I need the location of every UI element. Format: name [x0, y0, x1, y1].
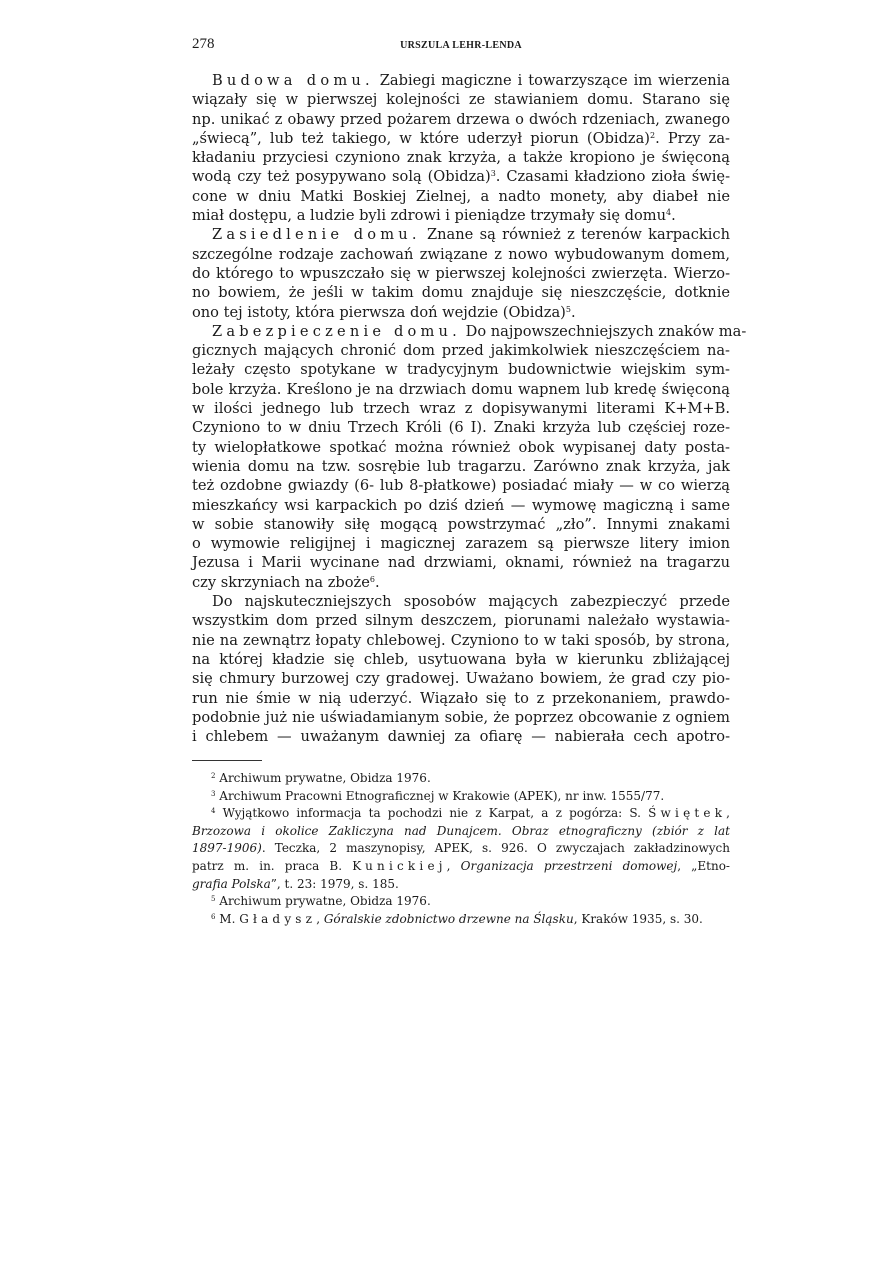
- footnote: [192, 893, 730, 911]
- text: no bowiem, że jeśli w takim domu znajduje się nieszczęście, dotknie: [192, 284, 730, 302]
- text-line: [192, 322, 747, 341]
- text-line: [192, 438, 730, 457]
- text-line: [192, 360, 730, 379]
- text: mieszkańcy wsi karpackich po dziś dzień — wymowę magiczną i same: [192, 496, 730, 514]
- footnote: [192, 770, 730, 788]
- text: wienia domu na tzw. sosrębie lub tragarzu. Zarówno znak krzyża, jak: [192, 457, 730, 475]
- text: ,: [726, 806, 730, 821]
- text-line: [192, 823, 730, 841]
- text: .: [671, 207, 676, 225]
- text: . Przy za-: [655, 129, 730, 147]
- text-line: [192, 110, 730, 129]
- spaced-text: Budowa domu.: [212, 72, 374, 89]
- paragraph: [192, 225, 730, 321]
- text: ”, t. 23: 1979, s. 185.: [270, 876, 399, 891]
- text: w ilości jednego lub trzech wraz z dopisywanymi literami K+M+B.: [192, 400, 730, 418]
- text: wszystkim dom przed silnym deszczem, piorunami należało wystawia-: [192, 612, 730, 630]
- text: Jezusa i Marii wycinane nad drzwiami, oknami, również na tragarzu: [192, 554, 730, 572]
- spaced-text: Zasiedlenie domu.: [212, 226, 421, 244]
- italic-text: 1897-1906): [192, 841, 262, 856]
- footnote: [192, 911, 730, 929]
- text-line: [192, 669, 730, 688]
- text-line: [192, 840, 730, 858]
- text: też ozdobne gwiazdy (6- lub 8-płatkowe) posiadać miały — w co wierzą: [192, 477, 730, 495]
- text: ,: [446, 858, 461, 873]
- text: się chmury burzowej czy gradowej. Uważano bowiem, że grad czy pio-: [192, 670, 730, 688]
- text-line: [192, 245, 730, 264]
- footnote-marker: 6: [369, 574, 375, 584]
- text: miał dostępu, a ludzie byli zdrowi i pieniądze trzymały się domu: [192, 207, 666, 225]
- text: na której kładzie się chleb, usytuowana była w kierunku zbliżającej: [192, 650, 730, 668]
- text: M.: [215, 911, 240, 926]
- italic-text: Brzozowa i okolice Zakliczyna nad Dunajcem. Obraz etnograficzny (zbiór z lat: [192, 823, 730, 838]
- text: leżały często spotykane w tradycyjnym budownictwie wiejskim sym-: [192, 361, 730, 379]
- text-line: [192, 650, 730, 669]
- text-line: [192, 911, 730, 929]
- text-line: [192, 788, 730, 806]
- text: , Kraków 1935, s. 30.: [573, 911, 703, 926]
- text: nie na zewnątrz łopaty chlebowej. Czyniono to w taki sposób, by strona,: [192, 631, 730, 649]
- text: gicznych mających chronić dom przed jakimkolwiek nieszczęściem na-: [192, 342, 730, 360]
- text: „świecą”, lub też takiego, w które uderzył piorun (Obidza): [192, 129, 650, 147]
- spaced-text: Kunickiej: [352, 858, 447, 873]
- text-line: [192, 476, 730, 495]
- text-line: [192, 515, 730, 534]
- text-line: [192, 90, 730, 109]
- footnote-marker: 4: [211, 807, 216, 816]
- page-number: 278: [192, 36, 215, 52]
- text: podobnie już nie uświadamianym sobie, że poprzez obcowanie z ogniem: [192, 708, 730, 726]
- text-line: [192, 380, 730, 399]
- text: .: [570, 303, 576, 321]
- footnote-marker: 2: [211, 772, 216, 780]
- text: np. unikać z obawy przed pożarem drzewa o dwóch rdzeniach, zwanego: [192, 110, 730, 128]
- running-title: URSZULA LEHR-LENDA: [400, 40, 522, 51]
- text-line: [192, 129, 730, 148]
- text-line: [192, 418, 730, 437]
- paragraph: [192, 322, 747, 592]
- text-line: [192, 893, 730, 911]
- text: wodą czy też posypywano solą (Obidza): [192, 168, 491, 186]
- text-line: [192, 689, 730, 708]
- text: o wymowie religijnej i magicznej zarazem są pierwsze litery imion: [192, 535, 730, 553]
- text-line: [192, 457, 730, 476]
- text: .: [374, 573, 380, 591]
- text-line: [192, 283, 730, 302]
- text-line: [192, 167, 730, 186]
- text: Znane są również z terenów karpackich: [420, 226, 730, 244]
- text-line: [192, 148, 730, 167]
- text: ,: [316, 911, 324, 926]
- text-line: [192, 399, 730, 418]
- footnote: [192, 788, 730, 806]
- text-line: [192, 341, 730, 360]
- text: Zabiegi magiczne i towarzyszące im wierzenia: [373, 72, 730, 89]
- text: i chlebem — uważanym dawniej za ofiarę — nabierała cech apotro-: [192, 728, 730, 746]
- text: kładaniu przyciesi czyniono znak krzyża, a także kropiono je święconą: [192, 149, 730, 167]
- spaced-text: Świętek: [648, 806, 727, 821]
- text: szczególne rodzaje zachowań związane z nowo wybudowanym domem,: [192, 245, 730, 263]
- footnote-marker: 2: [650, 130, 656, 140]
- text: Do najskuteczniejszych sposobów mających zabezpieczyć przede: [212, 593, 730, 611]
- text: Wyjątkowo informacja ta pochodzi nie z Karpat, a z pogórza: S.: [215, 806, 649, 821]
- text-line: [192, 876, 730, 894]
- text-line: [192, 592, 730, 611]
- text: do którego to wpuszczało się w pierwszej kolejności zwierzęta. Wierzo-: [192, 264, 730, 282]
- text-line: [192, 708, 730, 727]
- text: , „Etno-: [677, 858, 730, 873]
- text: patrz m. in. praca B.: [192, 858, 353, 873]
- text-line: [192, 225, 730, 244]
- text-line: [192, 727, 730, 746]
- text-line: [192, 206, 730, 225]
- text-line: [192, 71, 730, 90]
- text-line: [192, 553, 730, 572]
- spaced-text: Zabezpieczenie domu.: [212, 322, 461, 340]
- text-line: [192, 264, 730, 283]
- text-line: [192, 631, 730, 650]
- text: Archiwum prywatne, Obidza 1976.: [215, 771, 431, 785]
- footnote-marker: 5: [565, 304, 571, 314]
- text: cone w dniu Matki Boskiej Zielnej, a nadto monety, aby diabeł nie: [192, 187, 730, 205]
- text: ono tej istoty, która pierwsza doń wejdzie (Obidza): [192, 303, 566, 321]
- text: ty wielopłatkowe spotkać można również obok wypisanej daty posta-: [192, 438, 730, 456]
- italic-text: grafia Polska: [192, 876, 271, 891]
- footnote-marker: 6: [211, 912, 216, 921]
- italic-text: Organizacja przestrzeni domowej: [460, 858, 678, 873]
- italic-text: Góralskie zdobnictwo drzewne na Śląsku: [323, 911, 574, 926]
- text: Archiwum Pracowni Etnograficznej w Krakowie (APEK), nr inw. 1555/77.: [215, 788, 665, 803]
- text: run nie śmie w nią uderzyć. Wiązało się to z przekonaniem, prawdo-: [192, 689, 730, 707]
- text: wiązały się w pierwszej kolejności ze stawianiem domu. Starano się: [192, 91, 730, 109]
- text: Do najpowszechniejszych znaków ma-: [461, 322, 747, 340]
- footnote-marker: 4: [666, 208, 672, 218]
- footnote-marker: 3: [211, 789, 216, 798]
- footnote-separator: [192, 760, 262, 761]
- text: . Czasami kładziono zioła świę-: [495, 168, 731, 186]
- text-line: [192, 187, 730, 206]
- main-text: [192, 71, 747, 746]
- page-header: [192, 36, 730, 56]
- text: Archiwum prywatne, Obidza 1976.: [215, 894, 431, 909]
- paragraph: [192, 592, 730, 746]
- text-line: [192, 573, 730, 592]
- text-line: [192, 534, 730, 553]
- spaced-text: Gładysz: [239, 911, 317, 926]
- text-line: [192, 611, 730, 630]
- text-line: [192, 303, 730, 322]
- text: w sobie stanowiły siłę mogącą powstrzymać „zło”. Innymi znakami: [192, 515, 730, 533]
- text: . Teczka, 2 maszynopisy, APEK, s. 926. O zwyczajach zakładzinowych: [261, 841, 730, 856]
- text: czy skrzyniach na zboże: [192, 573, 370, 591]
- text: Czyniono to w dniu Trzech Króli (6 I). Znaki krzyża lub częściej roze-: [192, 419, 730, 437]
- footnotes: [192, 770, 730, 928]
- text-line: [192, 805, 730, 823]
- text-line: [192, 770, 730, 788]
- footnote: [192, 805, 730, 893]
- text: bole krzyża. Kreślono je na drzwiach domu wapnem lub kredę święconą: [192, 380, 730, 398]
- footnote-marker: 5: [211, 895, 216, 904]
- text-line: [192, 496, 730, 515]
- text-line: [192, 858, 730, 876]
- paragraph: [192, 71, 730, 225]
- footnote-marker: 3: [490, 169, 496, 179]
